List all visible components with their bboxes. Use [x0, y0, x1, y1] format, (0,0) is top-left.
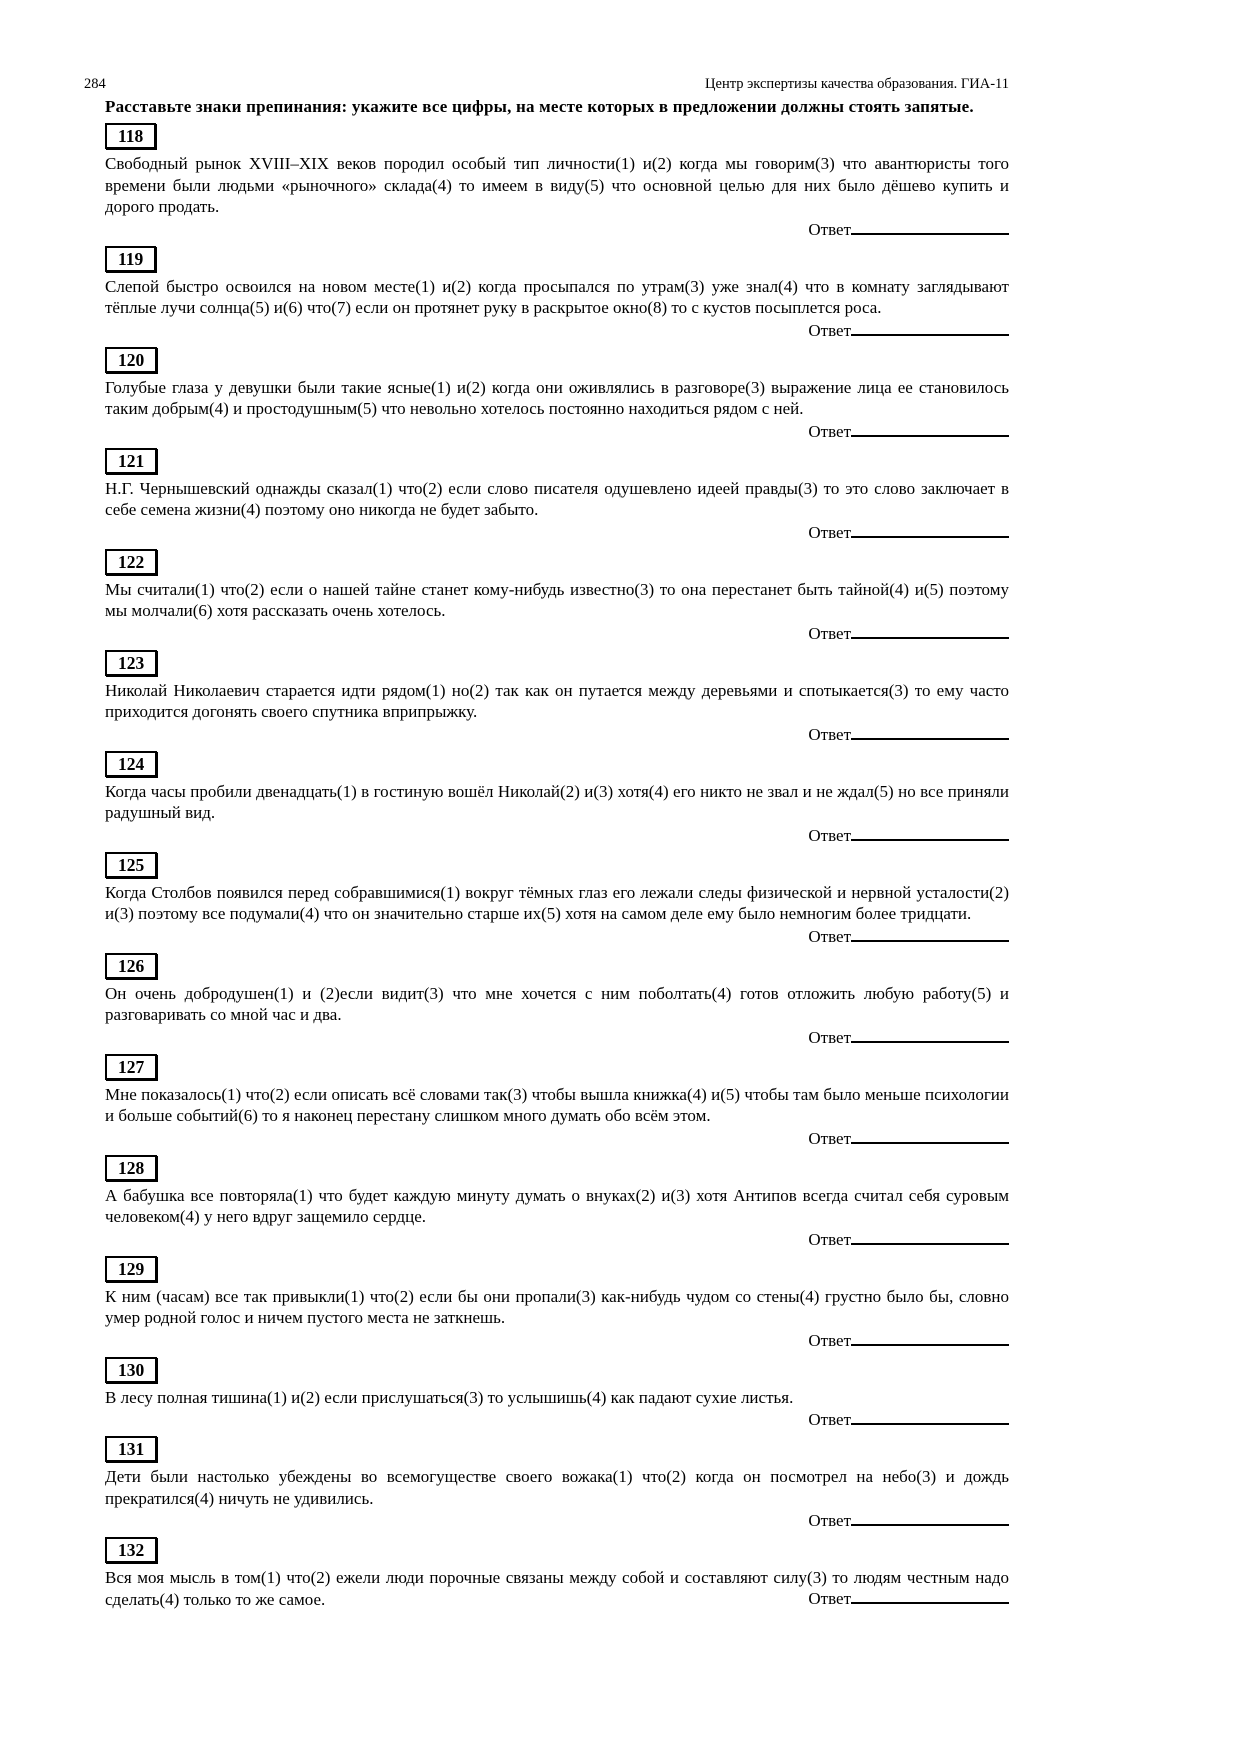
task-number: 123 [118, 652, 145, 673]
task-number: 122 [118, 551, 145, 572]
task-text: Он очень добродушен(1) и (2)если видит(3) что мне хочется с ним поболтать(4) готов отложить любую работу(5) и разговаривать со мной час и два. [105, 983, 1009, 1024]
task [105, 1537, 1009, 1611]
answer-row [105, 220, 1009, 242]
task-text: Мне показалось(1) что(2) если описать всё словами так(3) чтобы вышла книжка(4) и(5) чтобы там было меньше психологии и больше событий(6) то я наконец перестану слишком много думать обо всём этом. [105, 1084, 1009, 1125]
task-number: 120 [118, 349, 145, 370]
answer-row [105, 523, 1009, 545]
answer-blank [851, 523, 1009, 538]
task-number-box [105, 650, 157, 676]
task-text: Вся моя мысль в том(1) что(2) ежели люди порочные связаны между собой и составляют силу(3) то людям честным надо сделать(4) только то же самое. [105, 1568, 1009, 1609]
answer-label: Ответ [808, 1330, 851, 1350]
task-number-box [105, 1256, 157, 1282]
page-number: 284 [84, 76, 106, 92]
task-number-box [105, 246, 156, 272]
task [105, 347, 1009, 444]
task-number: 131 [118, 1439, 145, 1459]
task-number: 121 [118, 450, 145, 471]
task-number-box [105, 1436, 157, 1462]
answer-row [105, 1129, 1009, 1151]
task [105, 1357, 1009, 1433]
task [105, 1256, 1009, 1353]
task [105, 650, 1009, 747]
task-text: А бабушка все повторяла(1) что будет каждую минуту думать о внуках(2) и(3) хотя Антипов всегда считал себя суровым человеком(4) у него вдруг защемило сердце. [105, 1185, 1009, 1226]
answer-label: Ответ [808, 926, 851, 946]
task-text: Слепой быстро освоился на новом месте(1) и(2) когда просыпался по утрам(3) уже знал(4) что в комнату заглядывают тёплые лучи солнца(5) и(6) что(7) если он протянет руку в раскрытое окно(8) то с кустов посыплется роса. [105, 276, 1009, 317]
answer-blank [851, 624, 1009, 639]
answer-row [105, 321, 1009, 343]
task [105, 123, 1009, 242]
task-number-box [105, 347, 157, 373]
task-number-box [105, 953, 157, 979]
task-number: 118 [118, 126, 144, 146]
task-text: В лесу полная тишина(1) и(2) если прислушаться(3) то услышишь(4) как падают сухие листья. [105, 1387, 794, 1407]
answer-row [105, 1028, 1009, 1050]
page-content [84, 76, 1009, 1615]
answer-blank [851, 1511, 1009, 1526]
answer-blank [851, 1028, 1009, 1043]
task [105, 448, 1009, 545]
answer-blank [851, 725, 1009, 740]
answer-row [105, 927, 1009, 949]
task [105, 852, 1009, 949]
task-number: 132 [118, 1540, 145, 1560]
answer-label: Ответ [808, 1128, 851, 1148]
task-number: 127 [118, 1056, 145, 1077]
task-number-box [105, 1155, 157, 1181]
task-number: 119 [118, 248, 144, 269]
task-text: Когда Столбов появился перед собравшимися(1) вокруг тёмных глаз его лежали следы физической и нервной усталости(2) и(3) поэтому все подумали(4) что он значительно старше их(5) хотя на самом деле ему было немногим более тридцати. [105, 882, 1009, 923]
answer-blank [851, 826, 1009, 841]
task-text: Дети были настолько убеждены во всемогуществе своего вожака(1) что(2) когда он посмотрел на небо(3) и дождь прекратился(4) ничуть не удивились. [105, 1467, 1009, 1508]
answer-blank [851, 1410, 1009, 1425]
answer-row [105, 1230, 1009, 1252]
task-number-box [105, 1357, 157, 1383]
task [105, 246, 1009, 343]
answer-label: Ответ [808, 219, 851, 239]
answer-row [105, 1410, 1009, 1432]
answer-blank [851, 1129, 1009, 1144]
task [105, 1155, 1009, 1252]
answer-row [105, 1331, 1009, 1353]
task-text: Мы считали(1) что(2) если о нашей тайне станет кому-нибудь известно(3) то она перестанет быть тайной(4) и(5) поэтому мы молчали(6) хотя рассказать очень хотелось. [105, 579, 1009, 620]
instruction-heading: Расставьте знаки препинания: укажите все цифры, на месте которых в предложении должны стоять запятые. [105, 97, 974, 116]
answer-row [105, 422, 1009, 444]
task-text: К ним (часам) все так привыкли(1) что(2) если бы они пропали(3) как-нибудь чудом со стены(4) грустно было бы, словно умер родной голос и ничем пустого места не заткнешь. [105, 1286, 1009, 1327]
task-number-box [105, 1537, 157, 1563]
answer-label: Ответ [808, 1027, 851, 1047]
task-text: Николай Николаевич старается идти рядом(1) но(2) так как он путается между деревьями и спотыкается(3) то ему часто приходится догонять своего спутника вприпрыжку. [105, 680, 1009, 721]
task-number-box [105, 549, 157, 575]
task-number: 125 [118, 854, 145, 875]
task-text: Голубые глаза у девушки были такие ясные(1) и(2) когда они оживлялись в разговоре(3) выражение лица ее становилось таким добрым(4) и простодушным(5) что невольно хотелось постоянно находиться рядом с ней. [105, 377, 1009, 418]
task-number-box [105, 852, 157, 878]
answer-blank [851, 321, 1009, 336]
answer-blank [851, 1589, 1009, 1604]
task-text: Когда часы пробили двенадцать(1) в гостиную вошёл Николай(2) и(3) хотя(4) его никто не звал и не ждал(5) но все приняли радушный вид. [105, 781, 1009, 822]
answer-row [105, 725, 1009, 747]
answer-blank [851, 1331, 1009, 1346]
task-number: 124 [118, 753, 145, 774]
answer-blank [851, 1230, 1009, 1245]
task-number: 130 [118, 1359, 145, 1380]
task [105, 751, 1009, 848]
task [105, 549, 1009, 646]
answer-row [105, 826, 1009, 848]
answer-label: Ответ [808, 825, 851, 845]
header-source-label: Центр экспертизы качества образования. ГИА-11 [705, 76, 1009, 92]
page-header [84, 76, 1009, 93]
task-number-box [105, 1054, 157, 1080]
task-text: Н.Г. Чернышевский однажды сказал(1) что(2) если слово писателя одушевлено идеей правды(3) то это слово заключает в себе семена жизни(4) поэтому оно никогда не будет забыто. [105, 478, 1009, 519]
task-number: 126 [118, 955, 145, 976]
task-number: 129 [118, 1258, 145, 1279]
answer-label: Ответ [808, 1588, 851, 1608]
answer-blank [851, 422, 1009, 437]
task [105, 1054, 1009, 1151]
answer-blank [851, 927, 1009, 942]
answer-label: Ответ [808, 1229, 851, 1249]
answer-blank [851, 220, 1009, 235]
task-number-box [105, 123, 156, 149]
answer-label: Ответ [808, 1410, 851, 1429]
answer-row [105, 1511, 1009, 1533]
task-number-box [105, 448, 157, 474]
task [105, 953, 1009, 1050]
task-number: 128 [118, 1157, 145, 1178]
task [105, 1436, 1009, 1533]
answer-label: Ответ [808, 1511, 851, 1530]
answer-label: Ответ [808, 421, 851, 441]
tasks-container [84, 123, 1009, 1611]
task-text: Свободный рынок XVIII–XIX веков породил особый тип личности(1) и(2) когда мы говорим(3) что авантюристы того времени были людьми «рыночного» склада(4) то имеем в виду(5) что основной целью для них было дёшево купить и дорого продать. [105, 154, 1009, 216]
answer-label: Ответ [808, 724, 851, 744]
task-number-box [105, 751, 157, 777]
answer-label: Ответ [808, 623, 851, 643]
answer-label: Ответ [808, 320, 851, 340]
answer-label: Ответ [808, 522, 851, 542]
answer-row [105, 624, 1009, 646]
